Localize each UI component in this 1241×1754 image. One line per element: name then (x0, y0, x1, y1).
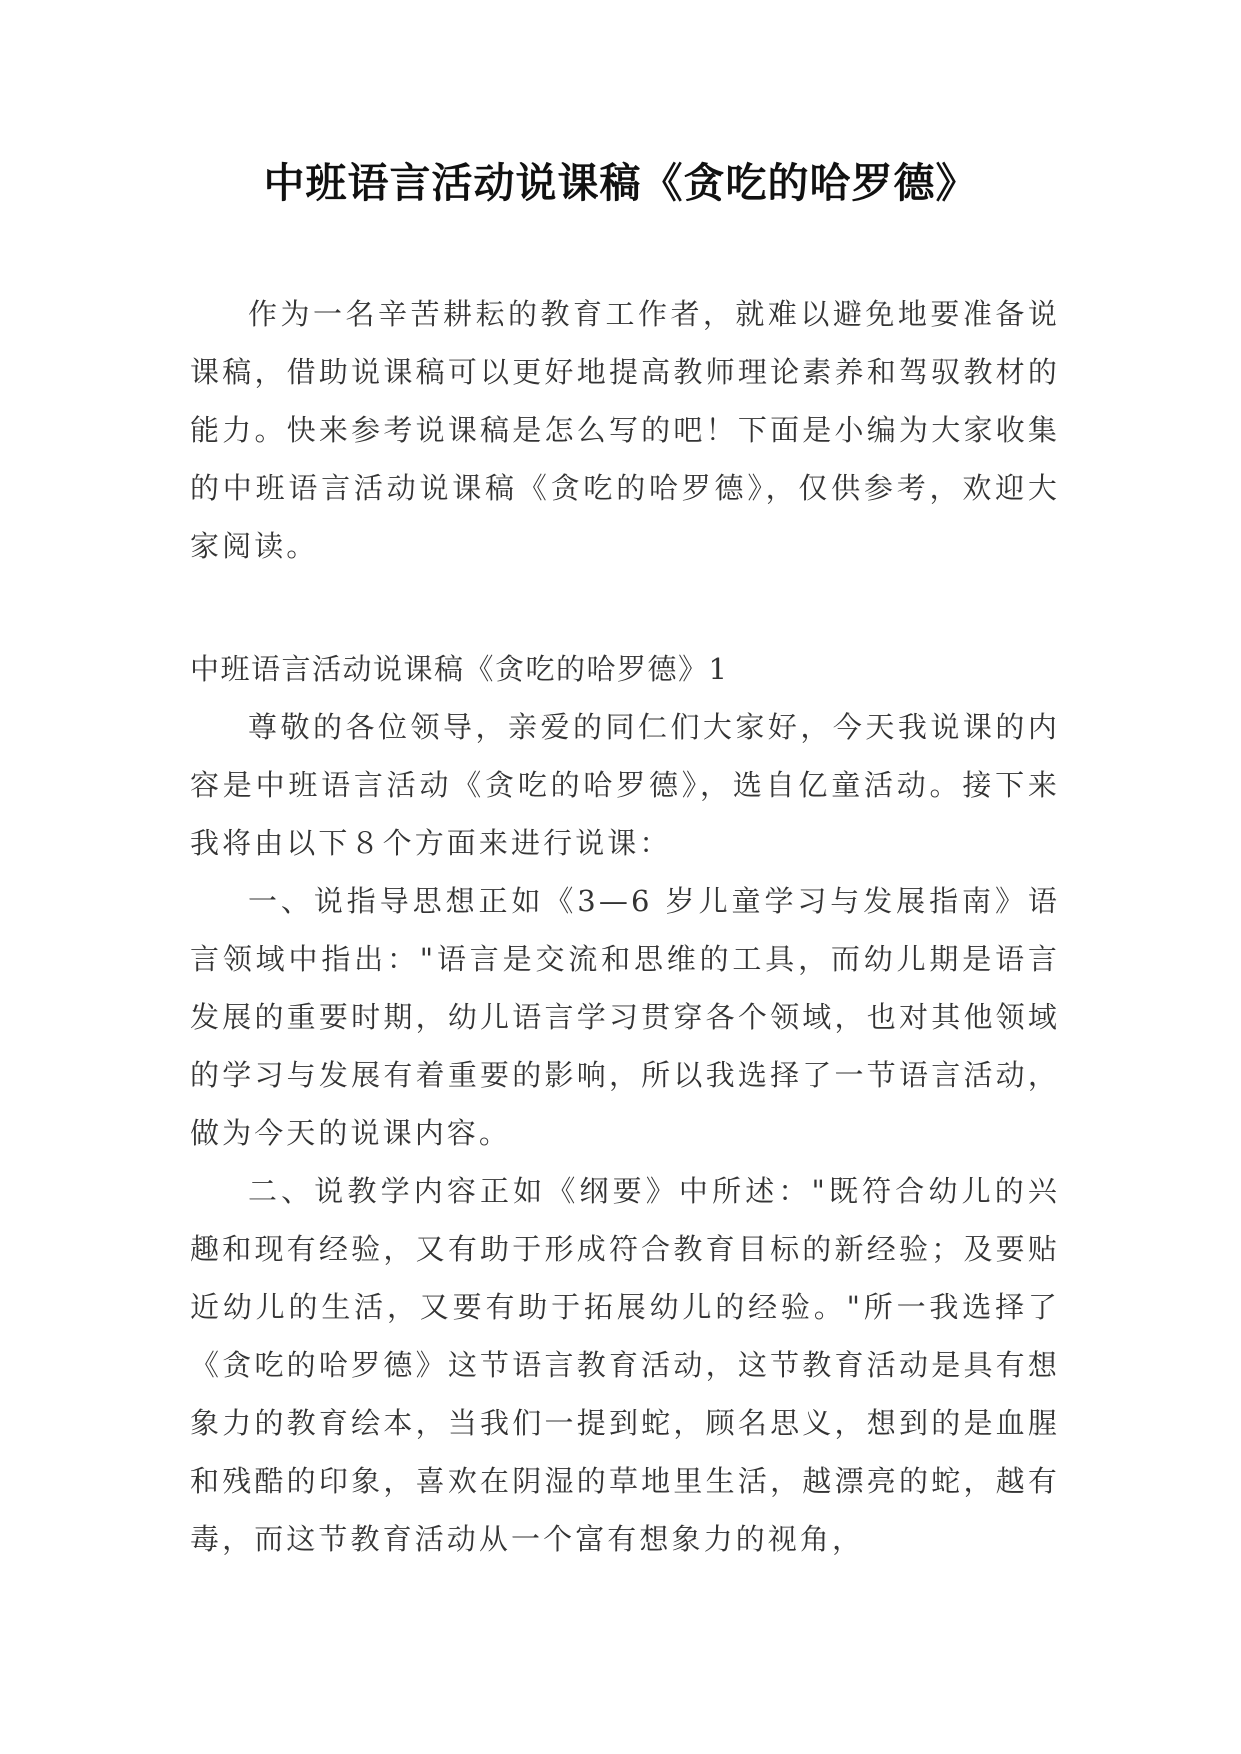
paragraph-greeting: 尊敬的各位领导，亲爱的同仁们大家好，今天我说课的内容是中班语言活动《贪吃的哈罗德》，选自亿童活动。接下来我将由以下８个方面来进行说课： (190, 710, 1060, 860)
paragraph-teaching-content: 二、说教学内容正如《纲要》中所述："既符合幼儿的兴趣和现有经验，又有助于形成符合教育目标的新经验；及要贴近幼儿的生活，又要有助于拓展幼儿的经验。"所一我选择了《贪吃的哈罗德》这节语言教育活动，这节教育活动是具有想象力的教育绘本，当我们一提到蛇，顾名思义，想到的是血腥和残酷的印象，喜欢在阴湿的草地里生活，越漂亮的蛇，越有毒，而这节教育活动从一个富有想象力的视角， (190, 1174, 1060, 1556)
section-heading: 中班语言活动说课稿《贪吃的哈罗德》1 (190, 652, 729, 686)
intro-block (190, 285, 1060, 575)
document-title: 中班语言活动说课稿《贪吃的哈罗德》 (263, 159, 978, 207)
paragraph-guiding-ideology: 一、说指导思想正如《3—6 岁儿童学习与发展指南》语言领域中指出："语言是交流和思维的工具，而幼儿期是语言发展的重要时期，幼儿语言学习贯穿各个领域，也对其他领域的学习与发展有着重要的影响，所以我选择了一节语言活动，做为今天的说课内容。 (190, 884, 1060, 1150)
section-block (190, 640, 1060, 1568)
intro-paragraph: 作为一名辛苦耕耘的教育工作者，就难以避免地要准备说课稿，借助说课稿可以更好地提高教师理论素养和驾驭教材的能力。快来参考说课稿是怎么写的吧！下面是小编为大家收集的中班语言活动说课稿《贪吃的哈罗德》，仅供参考，欢迎大家阅读。 (190, 297, 1060, 563)
